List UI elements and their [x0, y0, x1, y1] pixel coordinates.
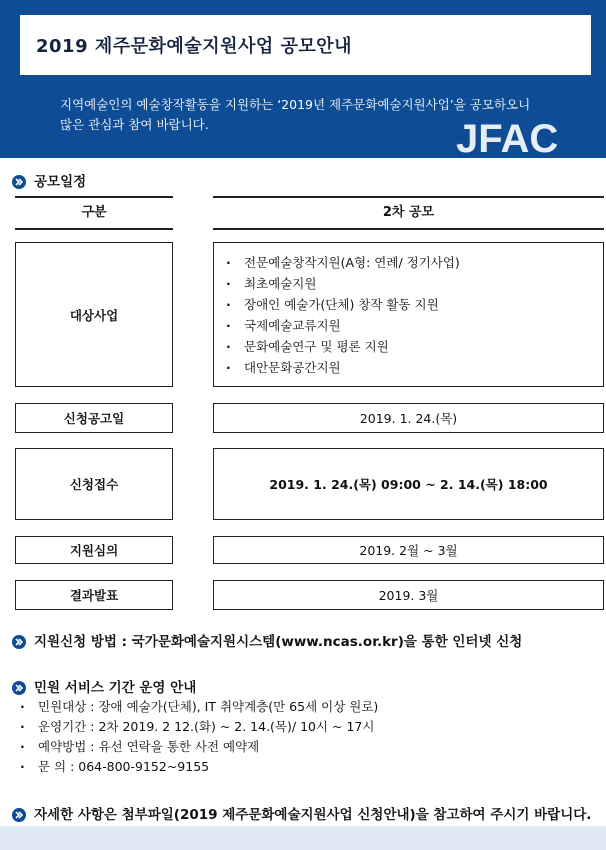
list-item: · 국제예술교류지원 [226, 315, 460, 336]
apply-label: 신청접수 [15, 448, 173, 520]
list-item: · 민원대상 : 장애 예술가(단체), IT 취약계층(만 65세 이상 원로) [20, 697, 378, 717]
target-label: 대상사업 [15, 242, 173, 387]
jfac-logo [456, 116, 584, 156]
arrow-circle-icon [12, 808, 26, 822]
list-item: · 문 의 : 064-800-9152~9155 [20, 757, 378, 777]
intro-line-2: 많은 관심과 참여 바랍니다. [60, 117, 209, 132]
list-item: · 문화예술연구 및 평론 지원 [226, 336, 460, 357]
list-item: · 전문예술창작지원(A형: 연례/ 정기사업) [226, 252, 460, 273]
schedule-section-title [12, 170, 86, 190]
review-label: 지원심의 [15, 536, 173, 564]
service-section-title [12, 676, 196, 696]
notice-value: 2019. 1. 24.(목) [213, 403, 604, 433]
target-list-cell [213, 242, 604, 387]
result-value: 2019. 3월 [213, 580, 604, 610]
logo-text: JFAC [456, 117, 559, 156]
arrow-circle-icon [12, 175, 26, 189]
result-label: 결과발표 [15, 580, 173, 610]
service-info [20, 697, 378, 777]
apply-value: 2019. 1. 24.(목) 09:00 ~ 2. 14.(목) 18:00 [213, 448, 604, 520]
page-title: 2019 제주문화예술지원사업 공모안내 [36, 36, 353, 57]
list-item: · 예약방법 : 유선 연락을 통한 사전 예약제 [20, 737, 378, 757]
bottom-band [0, 826, 606, 850]
footer-note [12, 803, 591, 823]
table-header-category: 구분 [15, 196, 173, 230]
arrow-circle-icon [12, 681, 26, 695]
notice-label: 신청공고일 [15, 403, 173, 433]
apply-method-text: 지원신청 방법 : 국가문화예술지원시스템(www.ncas.or.kr)을 통한 인터넷 신청 [34, 634, 523, 650]
table-header-round: 2차 공모 [213, 196, 604, 230]
service-list [20, 697, 378, 777]
apply-method [12, 630, 522, 650]
title-accent-bar [15, 15, 20, 75]
list-item: · 대안문화공간지원 [226, 357, 460, 378]
arrow-circle-icon [12, 635, 26, 649]
list-item: · 장애인 예술가(단체) 창작 활동 지원 [226, 294, 460, 315]
review-value: 2019. 2월 ~ 3월 [213, 536, 604, 564]
list-item: · 최초예술지원 [226, 273, 460, 294]
service-title-text: 민원 서비스 기간 운영 안내 [34, 680, 197, 696]
target-list [226, 252, 460, 378]
intro-line-1: 지역예술인의 예술창작활동을 지원하는 ‘2019년 제주문화예술지원사업’을 공모하오니 [60, 97, 531, 112]
list-item: · 운영기간 : 2차 2019. 2 12.(화) ~ 2. 14.(목)/ 10시 ~ 17시 [20, 717, 378, 737]
schedule-title-text: 공모일정 [34, 174, 87, 190]
footer-note-text: 자세한 사항은 첨부파일(2019 제주문화예술지원사업 신청안내)을 참고하여 주시기 바랍니다. [34, 807, 592, 823]
header-banner [0, 0, 606, 158]
